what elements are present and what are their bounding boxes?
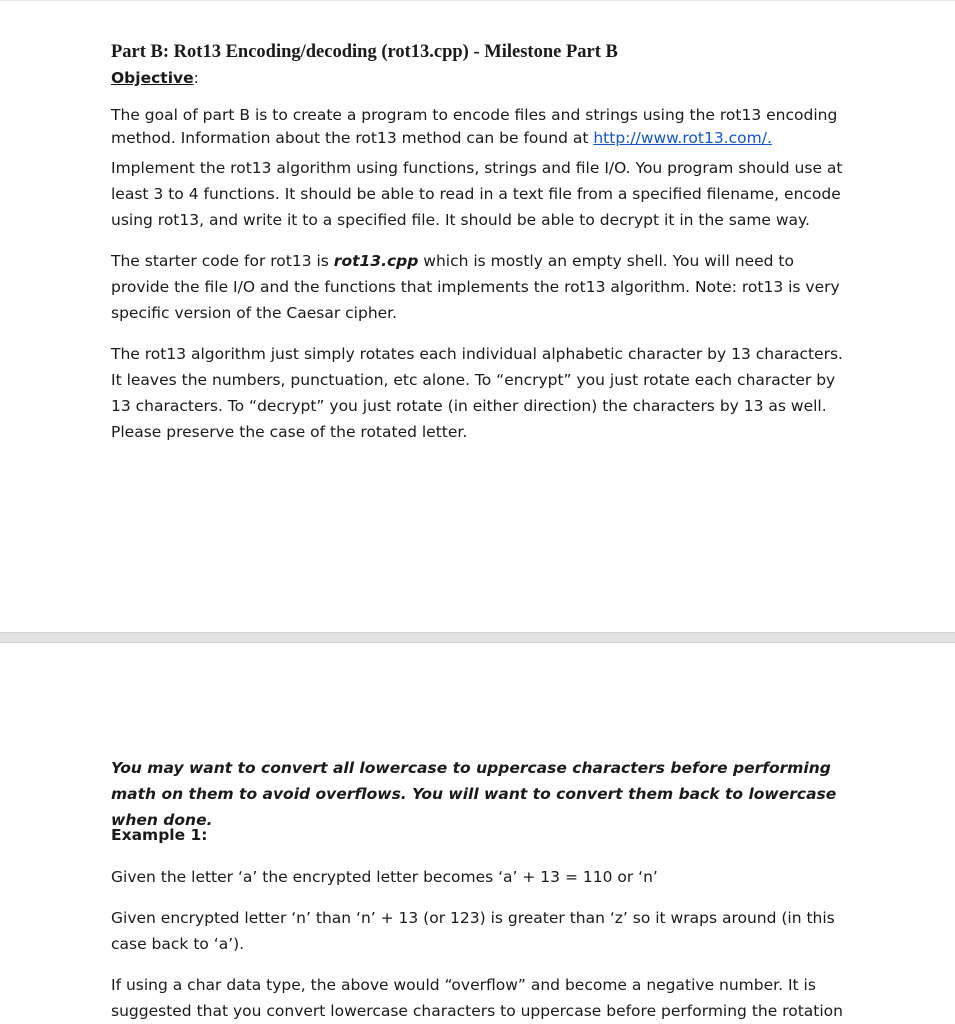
page-separator [0,632,955,643]
objective-text: Objective [111,69,194,87]
objective-label [111,69,199,87]
starter-paragraph [111,248,846,326]
algorithm-paragraph: The rot13 algorithm just simply rotates each individual alphabetic character by 13 characters. It leaves the numbers, punctuation, etc alone. To “encrypt” you just rotate each character by 13 characters. To “decrypt” you just rotate (in either direction) the characters by 13 as well. Please preserve the case of the rotated letter. [111,345,843,441]
starter-text-after: which is mostly an empty shell. You will need to provide the file I/O and the functions that implements the rot13 algorithm. Note: rot13 is very specific version of the Caesar cipher. [111,252,840,322]
overflow-paragraph: If using a char data type, the above would “overflow” and become a negative number. It is suggested that you convert lowercase characters to uppercase before performing the rotation [111,976,843,1020]
implement-paragraph: Implement the rot13 algorithm using functions, strings and file I/O. You program should use at least 3 to 4 functions. It should be able to read in a text file from a specified filename, encode using rot13, and write it to a specified file. It should be able to decrypt it in the same way. [111,159,843,229]
example-label: Example 1: [111,826,208,844]
starter-filename: rot13.cpp [333,252,419,270]
intro-paragraph [111,104,846,149]
rot13-link[interactable]: http://www.rot13.com/ [593,128,767,147]
tip-paragraph: You may want to convert all lowercase to uppercase characters before performing math on them to avoid overflows. You will want to convert them back to lowercase when done. [111,759,837,829]
example-line-1: Given the letter ‘a’ the encrypted letter becomes ‘a’ + 13 = 110 or ‘n’ [111,868,658,886]
intro-text: The goal of part B is to create a program to encode files and strings using the rot13 encoding method. Information about the rot13 method can be found at [111,106,838,147]
example-line-2: Given encrypted letter ‘n’ than ‘n’ + 13 (or 123) is greater than ‘z’ so it wraps around (in this case back to ‘a’). [111,909,835,953]
section-heading: Part B: Rot13 Encoding/decoding (rot13.cpp) - Milestone Part B [111,42,618,62]
objective-colon: : [193,69,199,87]
document-page-2 [0,643,955,1024]
rot13-link-period[interactable]: . [766,128,772,147]
starter-text-before: The starter code for rot13 is [111,252,334,270]
